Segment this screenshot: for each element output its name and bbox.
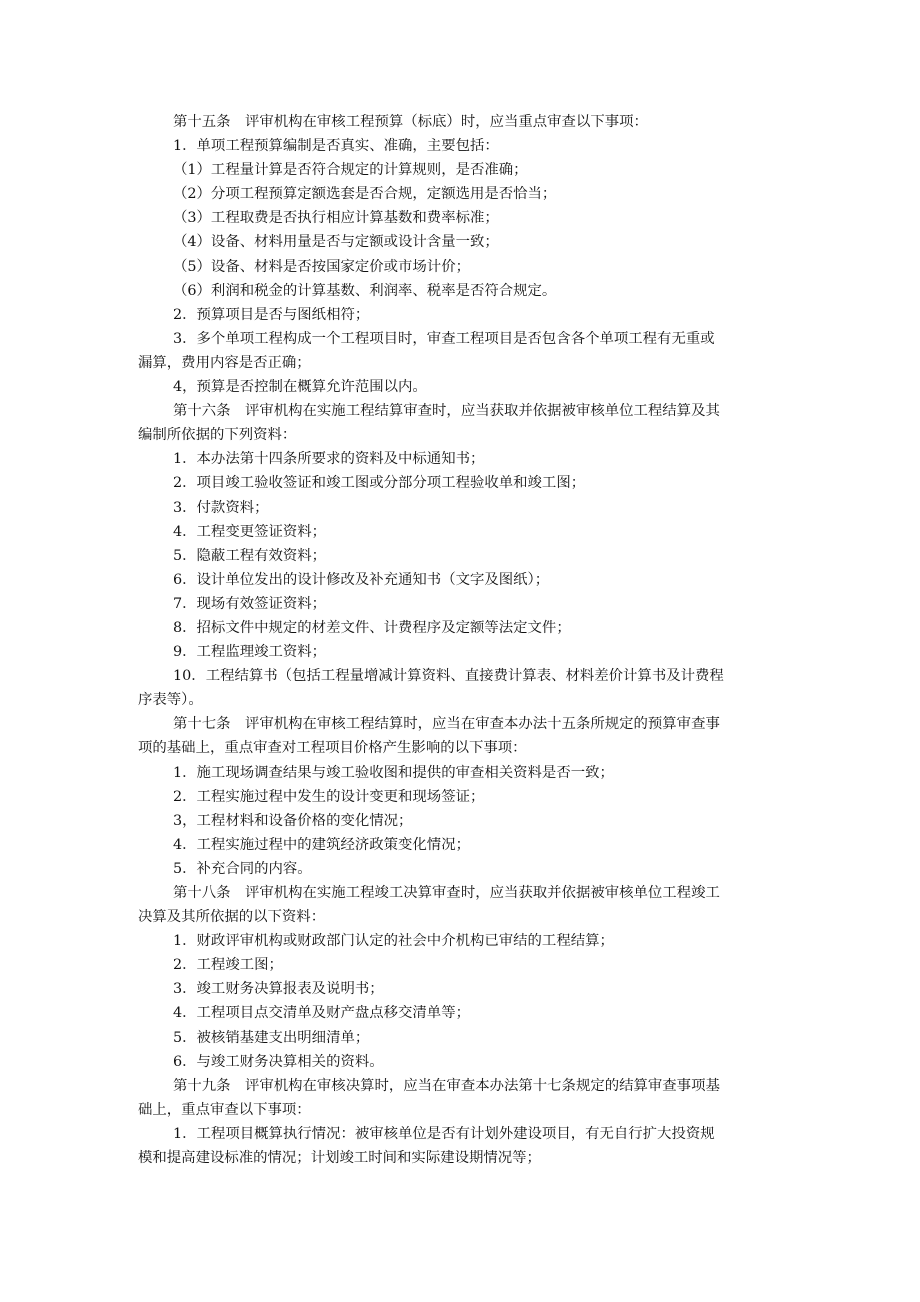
document-body [138, 110, 784, 1170]
text-line: 第十六条 评审机构在实施工程结算审查时，应当获取并依据被审核单位工程结算及其 [173, 403, 720, 420]
text-line: 3．多个单项工程构成一个工程项目时，审查工程项目是否包含各个单项工程有无重或 [173, 330, 715, 347]
text-line: 4．工程实施过程中的建筑经济政策变化情况； [173, 836, 470, 853]
text-line: 2．工程实施过程中发生的设计变更和现场签证； [173, 788, 485, 805]
text-line: 4．工程变更签证资料； [173, 523, 327, 540]
text-line: 5．被核销基建支出明细清单； [173, 1029, 370, 1046]
text-line: 模和提高建设标准的情况；计划竣工时间和实际建设期情况等； [138, 1150, 541, 1167]
text-line: 9．工程监理竣工资料； [173, 644, 327, 661]
text-line: 第十七条 评审机构在审核工程结算时，应当在审查本办法十五条所规定的预算审查事 [173, 716, 720, 733]
text-line: 2．预算项目是否与图纸相符； [173, 306, 370, 323]
text-line: 3，工程材料和设备价格的变化情况； [173, 812, 413, 829]
text-line: 3．竣工财务决算报表及说明书； [173, 981, 384, 998]
text-line: 7．现场有效签证资料； [173, 595, 327, 612]
text-line: 3．付款资料； [173, 499, 269, 516]
text-line: 10．工程结算书（包括工程量增减计算资料、直接费计算表、材料差价计算书及计费程 [173, 668, 724, 685]
text-line: 1．施工现场调查结果与竣工验收图和提供的审查相关资料是否一致； [173, 764, 614, 781]
text-line: 1．本办法第十四条所要求的资料及中标通知书； [173, 451, 485, 468]
text-line: 序表等）。 [138, 692, 203, 709]
text-line: （3）工程取费是否执行相应计算基数和费率标准； [173, 210, 499, 227]
text-line: 1．工程项目概算执行情况：被审核单位是否有计划外建设项目，有无自行扩大投资规 [173, 1125, 715, 1142]
text-line: 编制所依据的下列资料： [138, 427, 297, 444]
text-line: 5．补充合同的内容。 [173, 860, 312, 877]
text-line: 础上，重点审查以下事项： [138, 1101, 311, 1118]
text-line: （4）设备、材料用量是否与定额或设计含量一致； [173, 234, 499, 251]
text-line: 1．财政评审机构或财政部门认定的社会中介机构已审结的工程结算； [173, 933, 614, 950]
text-line: 第十九条 评审机构在审核决算时，应当在审查本办法第十七条规定的结算审查事项基 [173, 1077, 720, 1094]
text-line: （6）利润和税金的计算基数、利润率、税率是否符合规定。 [173, 282, 557, 299]
text-line: 2．项目竣工验收签证和竣工图或分部分项工程验收单和竣工图； [173, 475, 586, 492]
text-line: （5）设备、材料是否按国家定价或市场计价； [173, 258, 470, 275]
text-line: （2）分项工程预算定额选套是否合规，定额选用是否恰当； [173, 186, 557, 203]
text-line: （1）工程量计算是否符合规定的计算规则，是否准确； [173, 162, 528, 179]
text-line: 5．隐蔽工程有效资料； [173, 547, 327, 564]
text-line: 漏算，费用内容是否正确； [138, 354, 311, 371]
text-line: 决算及其所依据的以下资料： [138, 909, 326, 926]
text-line: 6．设计单位发出的设计修改及补充通知书（文字及图纸）； [173, 571, 550, 588]
text-line: 2．工程竣工图； [173, 957, 283, 974]
text-line: 6．与竣工财务决算相关的资料。 [173, 1053, 384, 1070]
text-line: 4．工程项目点交清单及财产盘点移交清单等； [173, 1005, 470, 1022]
text-line: 第十八条 评审机构在实施工程竣工决算审查时，应当获取并依据被审核单位工程竣工 [173, 885, 720, 901]
text-line: 第十五条 评审机构在审核工程预算（标底）时，应当重点审查以下事项： [173, 114, 648, 130]
text-line: 4，预算是否控制在概算允许范围以内。 [173, 379, 427, 396]
text-line: 1．单项工程预算编制是否真实、准确，主要包括： [173, 138, 499, 155]
text-line: 8．招标文件中规定的材差文件、计费程序及定额等法定文件； [173, 619, 571, 636]
text-line: 项的基础上，重点审查对工程项目价格产生影响的以下事项： [138, 740, 527, 757]
